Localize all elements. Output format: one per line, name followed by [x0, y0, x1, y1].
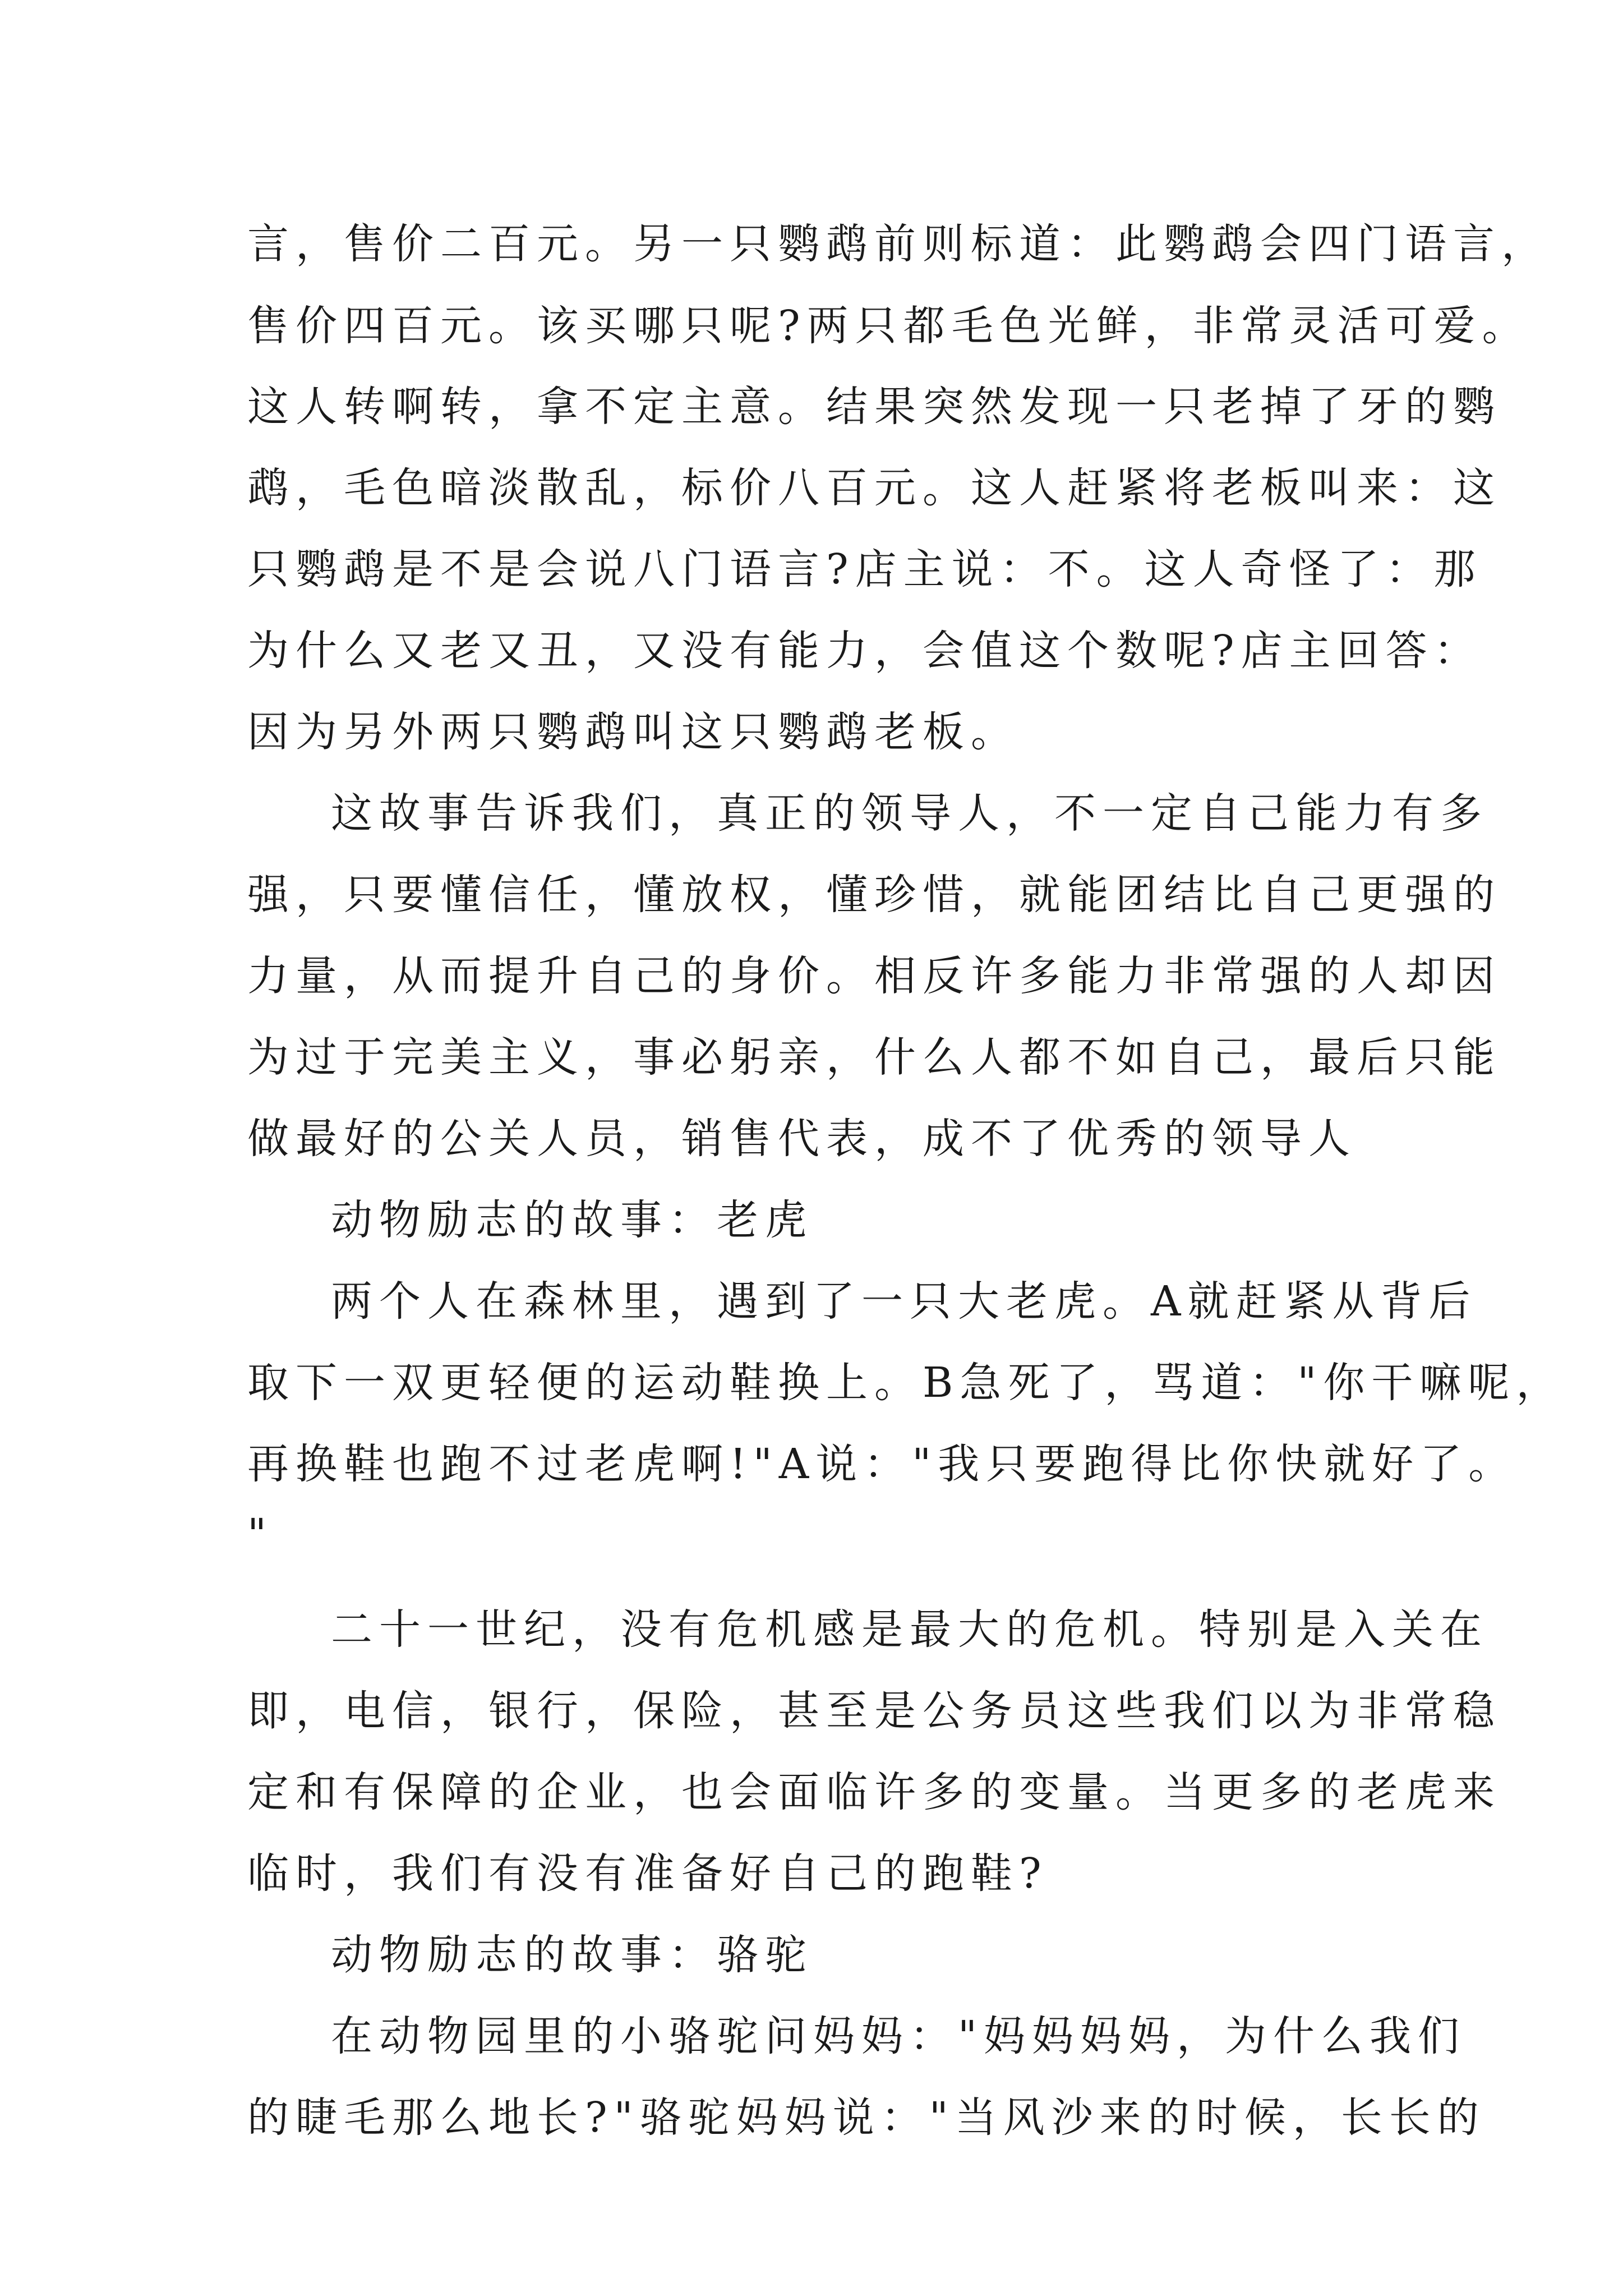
text-line: 为什么又老又丑，又没有能力，会值这个数呢?店主回答： [247, 627, 1482, 675]
text-line: 鹉，毛色暗淡散乱，标价八百元。这人赶紧将老板叫来：这 [247, 464, 1501, 512]
section-heading: 动物励志的故事：骆驼 [331, 1931, 813, 1979]
text-line: 再换鞋也跑不过老虎啊!"A说："我只要跑得比你快就好了。 [247, 1440, 1517, 1488]
text-line: 取下一双更轻便的运动鞋换上。B急死了，骂道："你干嘛呢， [247, 1359, 1565, 1407]
text-line: 强，只要懂信任，懂放权，懂珍惜，就能团结比自己更强的 [247, 871, 1501, 919]
text-line: 因为另外两只鹦鹉叫这只鹦鹉老板。 [247, 708, 1019, 756]
paragraph-first-line: 两个人在森林里，遇到了一只大老虎。A就赶紧从背后 [331, 1277, 1477, 1326]
paragraph-first-line: 二十一世纪，没有危机感是最大的危机。特别是入关在 [331, 1605, 1488, 1654]
text-line: 为过于完美主义，事必躬亲，什么人都不如自己，最后只能 [247, 1033, 1501, 1082]
text-line: 的睫毛那么地长?"骆驼妈妈说："当风沙来的时候，长长的 [247, 2093, 1486, 2142]
paragraph-first-line: 在动物园里的小骆驼问妈妈："妈妈妈妈，为什么我们 [331, 2012, 1467, 2060]
text-line: " [247, 1510, 274, 1558]
text-line: 做最好的公关人员，销售代表，成不了优秀的领导人 [247, 1115, 1357, 1163]
text-line: 力量，从而提升自己的身价。相反许多能力非常强的人却因 [247, 952, 1501, 1000]
text-line: 定和有保障的企业，也会面临许多的变量。当更多的老虎来 [247, 1768, 1501, 1816]
text-line: 售价四百元。该买哪只呢?两只都毛色光鲜，非常灵活可爱。 [247, 302, 1530, 350]
section-heading: 动物励志的故事：老虎 [331, 1196, 813, 1244]
text-line: 即，电信，银行，保险，甚至是公务员这些我们以为非常稳 [247, 1687, 1501, 1735]
text-line: 言，售价二百元。另一只鹦鹉前则标道：此鹦鹉会四门语言， [247, 220, 1550, 268]
text-line: 只鹦鹉是不是会说八门语言?店主说：不。这人奇怪了：那 [247, 545, 1482, 593]
paragraph-first-line: 这故事告诉我们，真正的领导人，不一定自己能力有多 [331, 789, 1488, 838]
text-line: 这人转啊转，拿不定主意。结果突然发现一只老掉了牙的鹦 [247, 383, 1501, 431]
text-line: 临时，我们有没有准备好自己的跑鞋? [247, 1849, 1048, 1898]
